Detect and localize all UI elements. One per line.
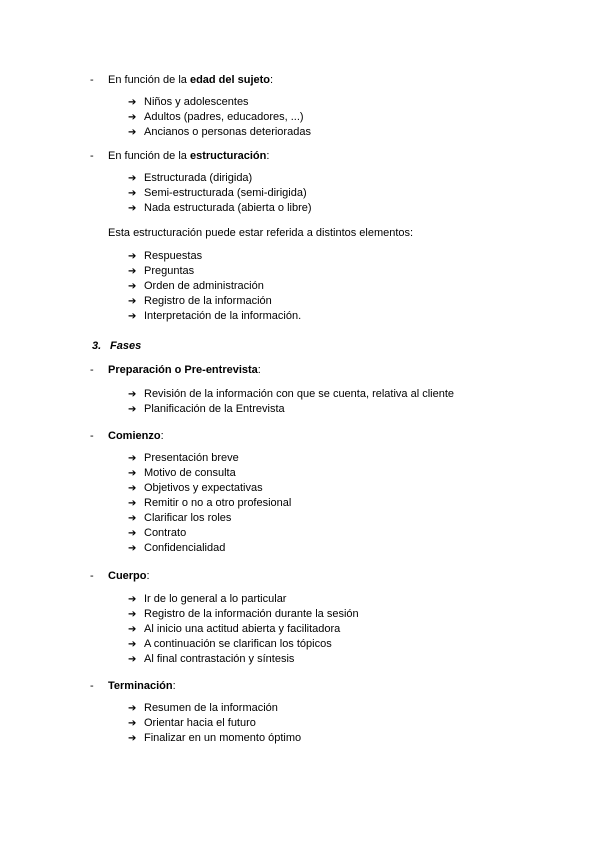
edad-bold: edad del sujeto bbox=[189, 74, 271, 86]
arrow-icon: ➔ bbox=[128, 639, 137, 650]
list-item: ➔ Presentación breve bbox=[128, 452, 239, 464]
arrow-icon: ➔ bbox=[128, 188, 137, 199]
estructuracion-suffix: : bbox=[266, 150, 270, 162]
list-item: ➔ Contrato bbox=[128, 527, 187, 539]
arrow-icon: ➔ bbox=[128, 281, 137, 292]
arrow-icon: ➔ bbox=[128, 453, 137, 464]
list-item: ➔ Resumen de la información bbox=[128, 702, 278, 714]
list-item: ➔ Niños y adolescentes bbox=[128, 96, 249, 108]
list-item: ➔ Nada estructurada (abierta o libre) bbox=[128, 202, 312, 214]
list-item: ➔ Registro de la información durante la sesión bbox=[128, 608, 359, 620]
terminacion-heading: - Terminación: bbox=[90, 680, 176, 692]
list-item: ➔ Motivo de consulta bbox=[128, 467, 236, 479]
list-item: ➔ Preguntas bbox=[128, 265, 195, 277]
dash-marker: - bbox=[90, 74, 94, 86]
list-item: ➔ Adultos (padres, educadores, ...) bbox=[128, 111, 304, 123]
arrow-icon: ➔ bbox=[128, 468, 137, 479]
arrow-icon: ➔ bbox=[128, 483, 137, 494]
arrow-icon: ➔ bbox=[128, 543, 137, 554]
arrow-icon: ➔ bbox=[128, 513, 137, 524]
list-item: ➔ Clarificar los roles bbox=[128, 512, 232, 524]
edad-prefix: En función de la bbox=[108, 74, 190, 86]
estructuracion-prefix: En función de la bbox=[108, 150, 190, 162]
arrow-icon: ➔ bbox=[128, 203, 137, 214]
preparacion-heading: - Preparación o Pre-entrevista: bbox=[90, 364, 261, 376]
list-item: ➔ Estructurada (dirigida) bbox=[128, 172, 253, 184]
list-item: ➔ Orden de administración bbox=[128, 280, 264, 292]
arrow-icon: ➔ bbox=[128, 127, 137, 138]
cuerpo-title: Cuerpo bbox=[108, 570, 147, 582]
list-item: ➔ Planificación de la Entrevista bbox=[128, 403, 285, 415]
section-heading bbox=[92, 339, 141, 353]
arrow-icon: ➔ bbox=[128, 97, 137, 108]
list-item: ➔ Ir de lo general a lo particular bbox=[128, 593, 287, 605]
comienzo-heading: - Comienzo: bbox=[90, 430, 164, 442]
cuerpo-heading: - Cuerpo: bbox=[90, 570, 150, 582]
arrow-icon: ➔ bbox=[128, 112, 137, 123]
list-item: ➔ Revisión de la información con que se cuenta, relativa al cliente bbox=[128, 388, 455, 400]
section-number: 3. bbox=[92, 340, 102, 352]
edad-heading bbox=[90, 73, 273, 87]
list-item: ➔ Semi-estructurada (semi-dirigida) bbox=[128, 187, 307, 199]
preparacion-title: Preparación o Pre-entrevista bbox=[108, 364, 258, 376]
list-item: ➔ A continuación se clarifican los tópicos bbox=[128, 638, 332, 650]
list-item: ➔ Al inicio una actitud abierta y facilitadora bbox=[128, 623, 341, 635]
arrow-icon: ➔ bbox=[128, 404, 137, 415]
list-item: ➔ Registro de la información bbox=[128, 295, 272, 307]
list-item: ➔ Respuestas bbox=[128, 250, 203, 262]
arrow-icon: ➔ bbox=[128, 251, 137, 262]
dash-marker: - bbox=[90, 430, 94, 442]
section-title: Fases bbox=[110, 340, 142, 352]
estructuracion-bold: estructuración bbox=[189, 150, 267, 162]
list-item: ➔ Al final contrastación y síntesis bbox=[128, 653, 295, 665]
arrow-icon: ➔ bbox=[128, 594, 137, 605]
list-item: ➔ Remitir o no a otro profesional bbox=[128, 497, 292, 509]
arrow-icon: ➔ bbox=[128, 528, 137, 539]
arrow-icon: ➔ bbox=[128, 173, 137, 184]
estructuracion-heading bbox=[90, 149, 269, 163]
list-item: ➔ Orientar hacia el futuro bbox=[128, 717, 256, 729]
dash-marker: - bbox=[90, 570, 94, 582]
dash-marker: - bbox=[90, 150, 94, 162]
arrow-icon: ➔ bbox=[128, 266, 137, 277]
arrow-icon: ➔ bbox=[128, 703, 137, 714]
arrow-icon: ➔ bbox=[128, 498, 137, 509]
arrow-icon: ➔ bbox=[128, 389, 137, 400]
list-item: ➔ Ancianos o personas deterioradas bbox=[128, 126, 311, 138]
comienzo-title: Comienzo bbox=[108, 430, 161, 442]
list-item: ➔ Confidencialidad bbox=[128, 542, 226, 554]
arrow-icon: ➔ bbox=[128, 624, 137, 635]
list-item: ➔ Interpretación de la información. bbox=[128, 310, 302, 322]
terminacion-title: Terminación bbox=[108, 680, 173, 692]
arrow-icon: ➔ bbox=[128, 311, 137, 322]
arrow-icon: ➔ bbox=[128, 718, 137, 729]
dash-marker: - bbox=[90, 680, 94, 692]
elementos-paragraph: Esta estructuración puede estar referida a distintos elementos: bbox=[108, 227, 414, 239]
arrow-icon: ➔ bbox=[128, 296, 137, 307]
list-item: ➔ Finalizar en un momento óptimo bbox=[128, 732, 302, 744]
arrow-icon: ➔ bbox=[128, 733, 137, 744]
edad-suffix: : bbox=[270, 74, 274, 86]
arrow-icon: ➔ bbox=[128, 654, 137, 665]
list-item: ➔ Objetivos y expectativas bbox=[128, 482, 263, 494]
dash-marker: - bbox=[90, 364, 94, 376]
arrow-icon: ➔ bbox=[128, 609, 137, 620]
